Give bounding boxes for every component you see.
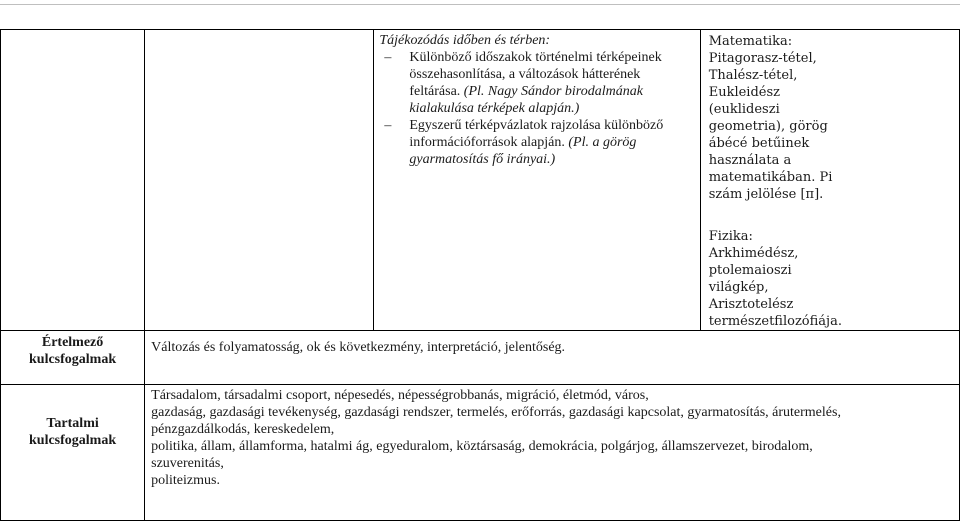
item-line: Különböző időszakok történelmi térképeinek [409, 50, 662, 65]
content-line: szuverenitás, [151, 456, 224, 471]
content-line: politika, állam, államforma, hatalmi ág, egyeduralom, köztársaság, demokrácia, polgárjog, államszervezet, birodalom, [151, 439, 813, 454]
interpretive-label-cell [1, 331, 145, 385]
content-line: politeizmus. [151, 473, 220, 488]
physics-line: Arkhimédész, [708, 246, 799, 261]
math-line: matematikában. Pi [708, 170, 833, 185]
math-line: Matematika: [708, 34, 793, 49]
content-text-cell [145, 385, 960, 521]
empty-content-cell [145, 30, 374, 331]
item-example: kialakulása térképek alapján.) [409, 101, 580, 116]
item-example: gyarmatosítás fő irányai.) [409, 152, 556, 167]
math-line: Thalész-tétel, [708, 68, 798, 83]
interpretive-row [1, 331, 960, 385]
item-example: (Pl. Nagy Sándor birodalmának [463, 84, 643, 99]
connections-cell [700, 30, 959, 331]
math-line: használata a [708, 153, 792, 168]
content-label: kulcsfogalmak [29, 433, 117, 448]
math-line: Eukleidész [708, 85, 780, 100]
interpretive-label: Értelmező [41, 335, 104, 350]
item-line: összehasonlítása, a változások hátterének [409, 67, 641, 82]
item-line: Egyszerű térképvázlatok rajzolása különböző [409, 118, 664, 133]
math-line: szám jelölése [π]. [708, 187, 824, 202]
item-line: információforrások alapján. [409, 135, 565, 150]
interpretive-text: Változás és folyamatosság, ok és következmény, interpretáció, jelentőség. [151, 340, 566, 355]
content-row [1, 385, 960, 521]
physics-line: ptolemaioszi [708, 263, 792, 278]
physics-line: Fizika: [708, 229, 753, 244]
physics-line: Arisztotelész [708, 297, 794, 312]
orientation-cell [374, 30, 700, 331]
physics-block [709, 228, 956, 330]
dash-bullet-icon: – [384, 118, 392, 133]
content-label-cell [1, 385, 145, 521]
orientation-item-2 [379, 117, 695, 168]
item-example: (Pl. a görög [568, 135, 637, 150]
interpretive-label: kulcsfogalmak [29, 352, 117, 367]
item-line: feltárása. [409, 84, 461, 99]
page-top-rule [0, 4, 960, 5]
content-line: pénzgazdálkodás, kereskedelem, [151, 422, 335, 437]
interpretive-text-cell [145, 331, 960, 385]
math-line: Pitagorasz-tétel, [708, 51, 817, 66]
orientation-heading: Tájékozódás időben és térben: [379, 33, 551, 48]
dash-bullet-icon: – [384, 50, 392, 65]
physics-line: világkép, [708, 280, 769, 295]
content-label: Tartalmi [46, 416, 99, 431]
orientation-item-1 [379, 49, 695, 117]
math-block [709, 33, 956, 203]
math-line: (euklideszi [708, 102, 780, 117]
content-line: Társadalom, társadalmi csoport, népesedés, népességrobbanás, migráció, életmód, város, [151, 388, 649, 403]
physics-line: természetfilozófiája. [708, 314, 842, 329]
math-line: ábécé betűinek [708, 136, 810, 151]
development-row [1, 30, 960, 331]
math-line: geometria), görög [708, 119, 828, 134]
curriculum-table [0, 29, 960, 521]
content-line: gazdaság, gazdasági tevékenység, gazdasági rendszer, termelés, erőforrás, gazdasági kapcsolat, gyarmatosítás, árutermelés, [151, 405, 841, 420]
empty-label-cell [1, 30, 145, 331]
